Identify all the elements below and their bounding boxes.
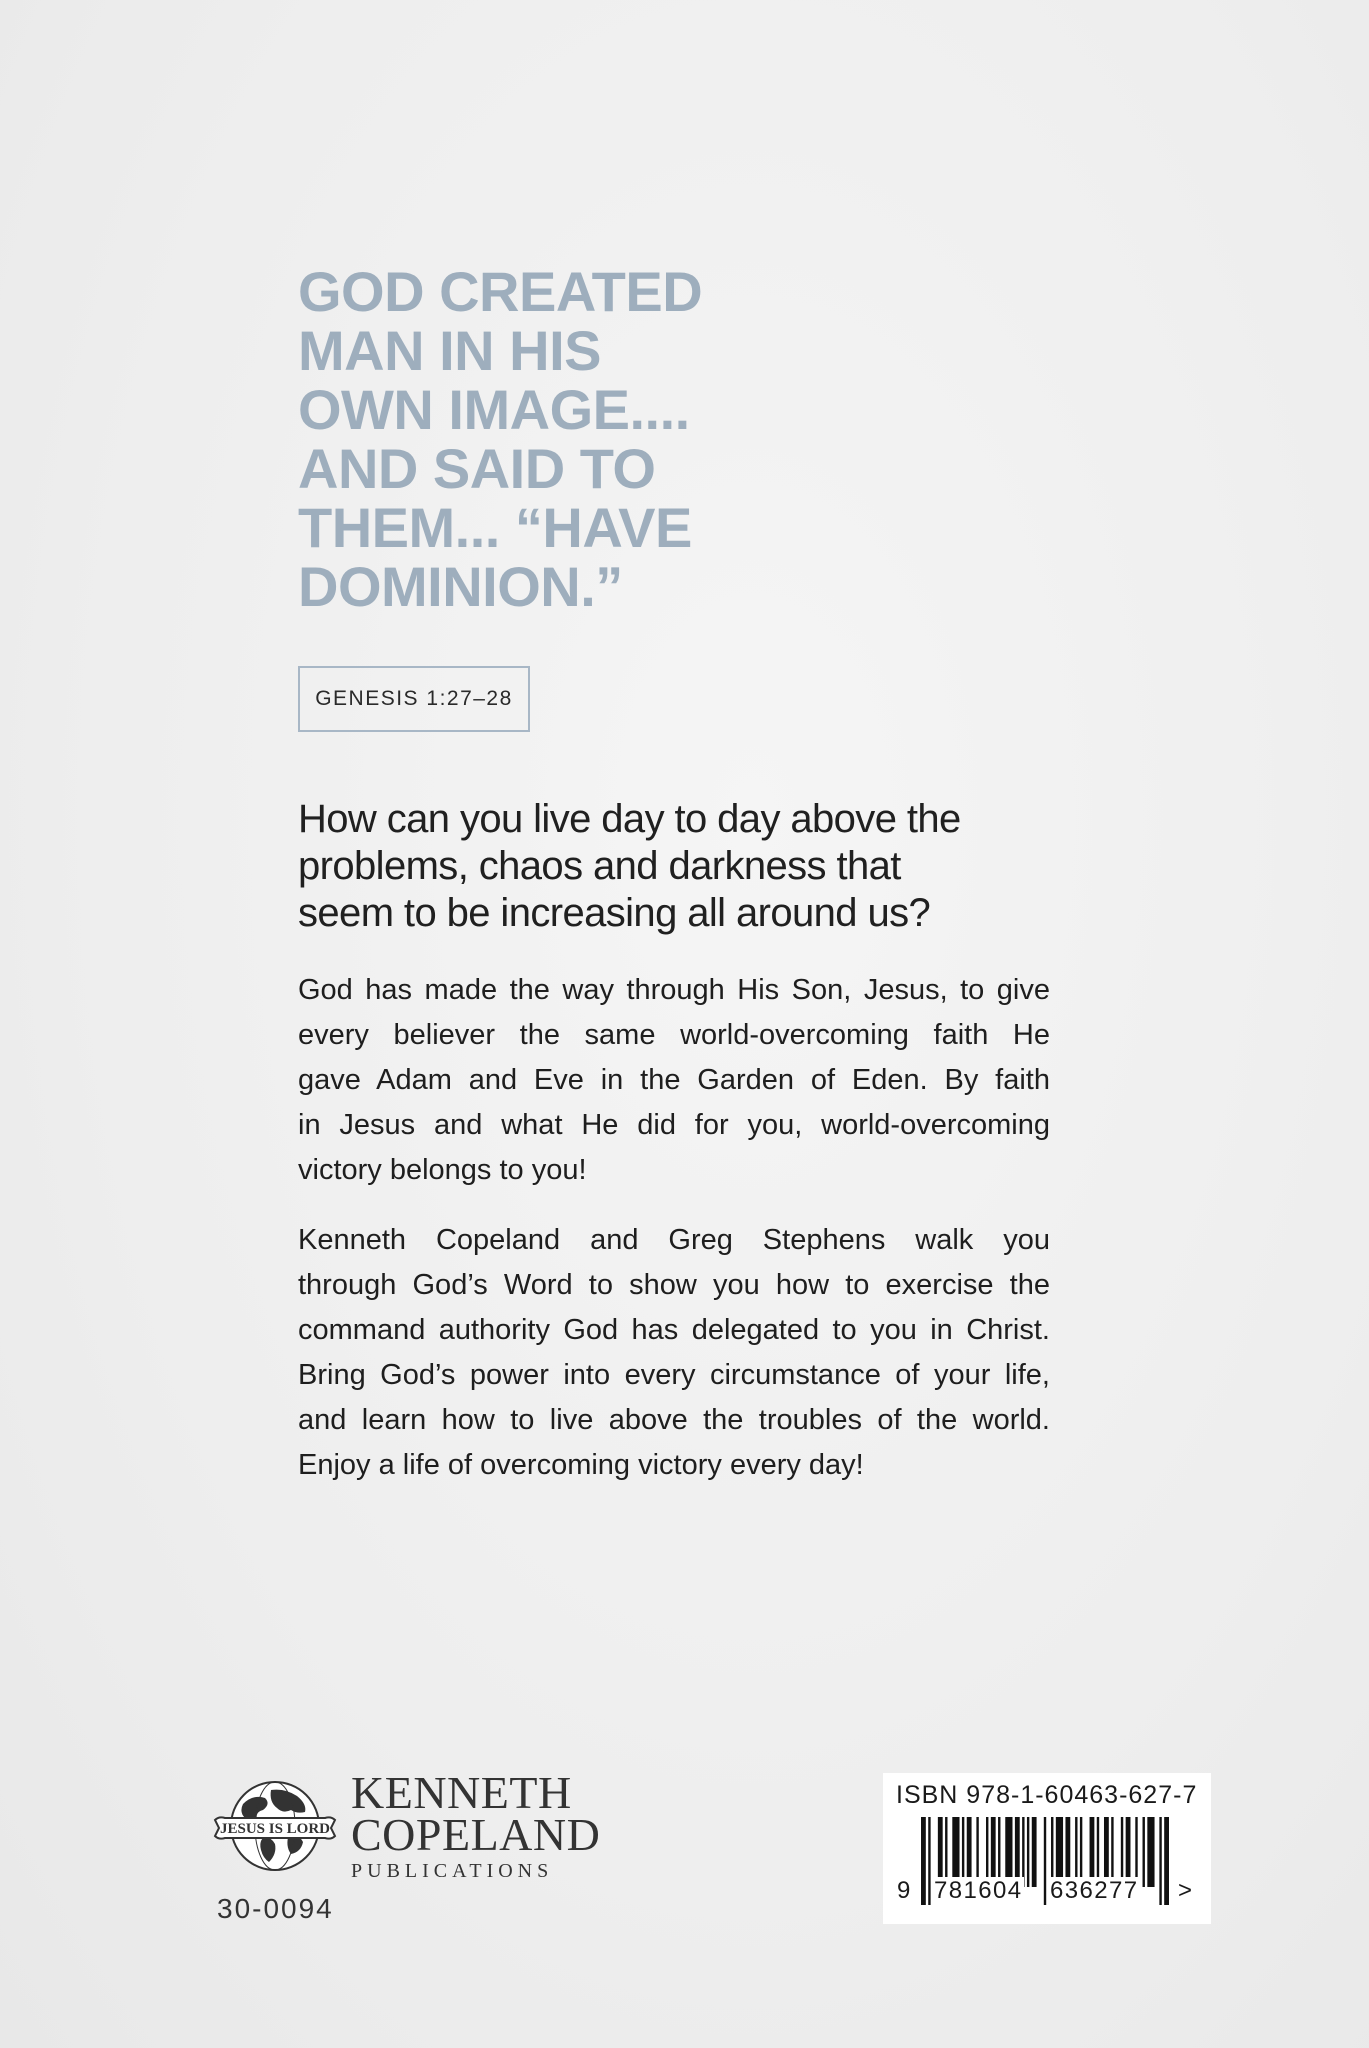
product-code: 30-0094 — [217, 1893, 334, 1924]
headline-line: MAN IN HIS — [298, 319, 601, 382]
barcode-bar — [928, 1817, 930, 1905]
paragraph-line: victory belongs to you! — [298, 1154, 587, 1186]
barcode-quiet-zone-mark: > — [1178, 1877, 1193, 1904]
paragraph-line: every believer the same world-overcoming faith He — [298, 1019, 1050, 1051]
lead-line: How can you live day to day above the — [298, 797, 961, 841]
paragraph-line: gave Adam and Eve in the Garden of Eden. By faith — [298, 1064, 1050, 1096]
barcode-bar — [1143, 1817, 1145, 1887]
globe-banner-text: JESUS IS LORD — [219, 1821, 331, 1837]
headline-line: AND SAID TO — [298, 437, 656, 500]
barcode-first-digit: 9 — [897, 1877, 911, 1904]
paragraph-line: and learn how to live above the troubles of the world. — [298, 1404, 1050, 1436]
paragraph-line: command authority God has delegated to you in Christ. — [298, 1314, 1050, 1346]
globe-icon — [213, 1776, 337, 1880]
description-paragraph-1 — [298, 968, 1050, 1193]
headline-line: DOMINION.” — [298, 555, 623, 618]
barcode-right-digits: 636277 — [1050, 1877, 1139, 1904]
barcode-bar — [1027, 1817, 1029, 1887]
lead-question — [298, 796, 1078, 937]
paragraph-line: Kenneth Copeland and Greg Stephens walk you — [298, 1224, 1050, 1256]
barcode-bar — [1159, 1817, 1161, 1905]
paragraph-line: in Jesus and what He did for you, world-overcoming — [298, 1109, 1050, 1141]
barcode-bar — [1164, 1817, 1169, 1905]
barcode-bar — [1044, 1817, 1046, 1905]
paragraph-line: through God’s Word to show you how to exercise the — [298, 1269, 1050, 1301]
barcode-bar — [1147, 1817, 1154, 1887]
publisher-name — [351, 1767, 601, 1883]
headline-line: OWN IMAGE.... — [298, 378, 690, 441]
barcode-bar — [921, 1817, 926, 1905]
lead-line: problems, chaos and darkness that — [298, 844, 901, 888]
paragraph-line: God has made the way through His Son, Jesus, to give — [298, 974, 1050, 1006]
headline-line: THEM... “HAVE — [298, 496, 692, 559]
scripture-reference: GENESIS 1:27–28 — [298, 666, 530, 732]
headline-quote — [298, 262, 818, 616]
barcode-bar — [1032, 1817, 1037, 1887]
isbn-label: ISBN 978-1-60463-627-7 — [896, 1781, 1198, 1809]
publisher-name-line2: COPELAND — [351, 1809, 601, 1860]
barcode-left-digits: 781604 — [934, 1877, 1023, 1904]
description-paragraph-2 — [298, 1218, 1050, 1488]
paragraph-line: Bring God’s power into every circumstance of your life, — [298, 1359, 1050, 1391]
isbn-barcode — [883, 1773, 1211, 1924]
publisher-logo — [213, 1767, 633, 1882]
publisher-name-line3: PUBLICATIONS — [351, 1860, 554, 1882]
lead-line: seem to be increasing all around us? — [298, 891, 931, 935]
publisher-name-line1: KENNETH — [351, 1767, 572, 1818]
headline-line: GOD CREATED — [298, 260, 703, 323]
paragraph-line: Enjoy a life of overcoming victory every day! — [298, 1449, 864, 1481]
